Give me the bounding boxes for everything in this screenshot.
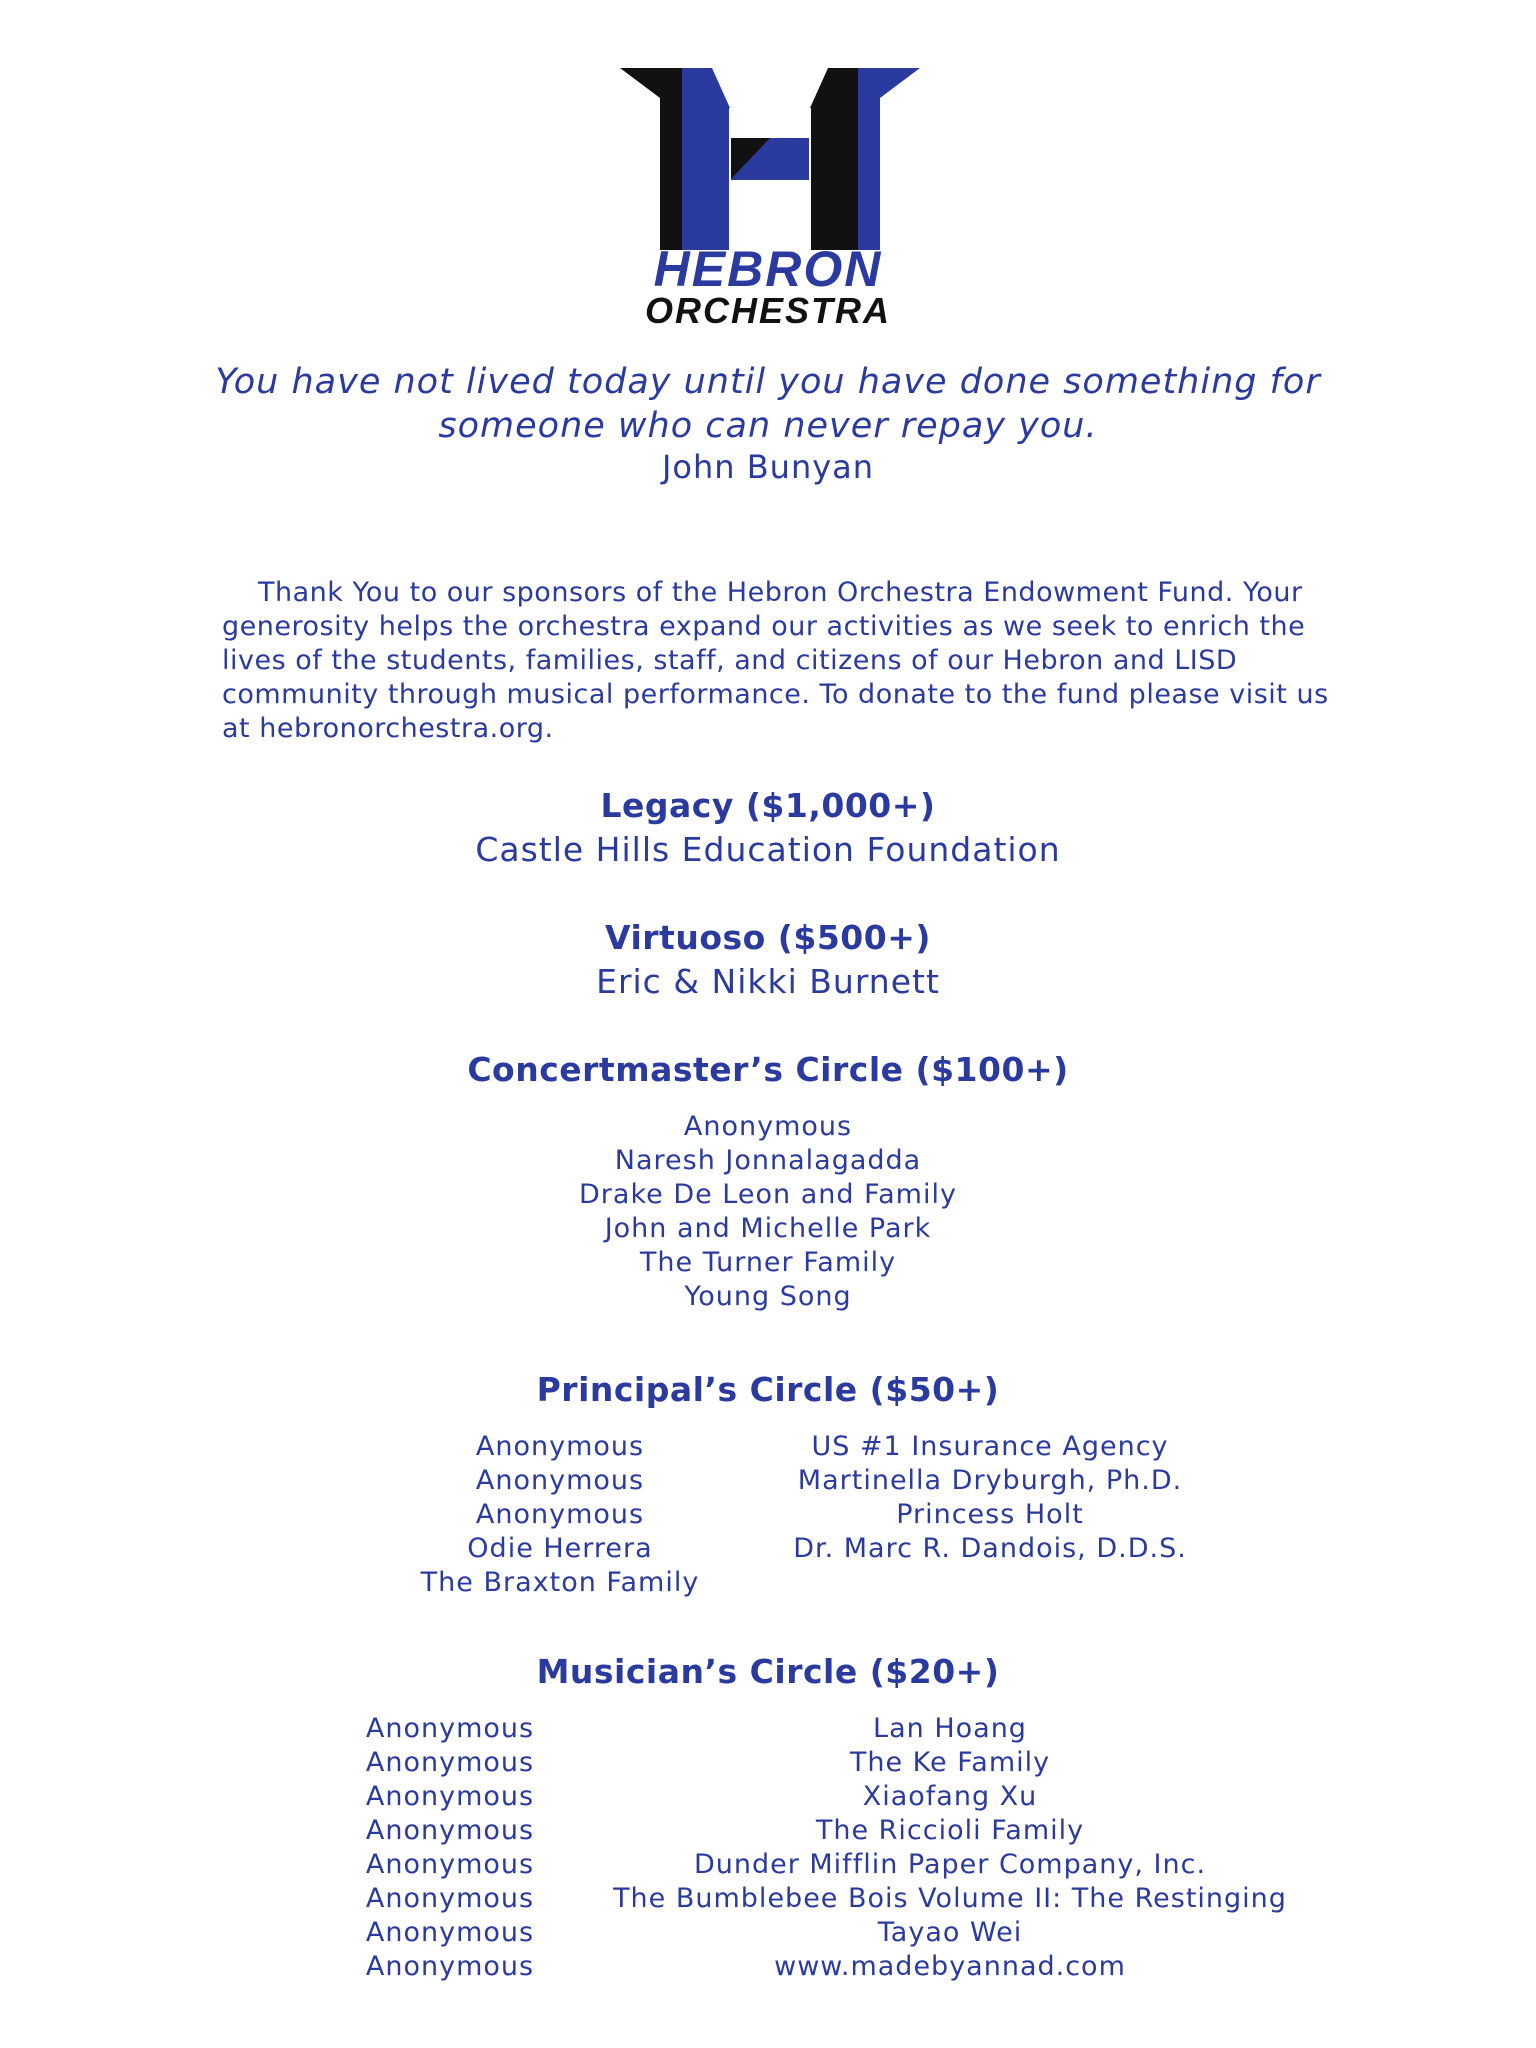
list-item: Anonymous xyxy=(365,1781,535,1812)
virtuoso-tier-title: Virtuoso ($500+) xyxy=(605,918,931,957)
quote-author: John Bunyan xyxy=(661,448,875,486)
list-item: Anonymous xyxy=(365,1951,535,1982)
list-item: Anonymous xyxy=(365,1815,535,1846)
legacy-tier-title: Legacy ($1,000+) xyxy=(600,786,936,825)
list-item: Martinella Dryburgh, Ph.D. xyxy=(797,1465,1183,1496)
list-item: Anonymous xyxy=(365,1747,535,1778)
concertmaster-sponsor-list xyxy=(0,1110,1536,1314)
intro-line: generosity helps the orchestra expand our activities as we seek to enrich the xyxy=(222,611,1306,642)
list-item: Anonymous xyxy=(475,1499,645,1530)
legacy-sponsor: Castle Hills Education Foundation xyxy=(475,830,1061,869)
quote xyxy=(0,360,1536,448)
intro-line: lives of the students, families, staff, and citizens of our Hebron and LISD xyxy=(222,645,1238,676)
list-item: John and Michelle Park xyxy=(604,1213,932,1244)
logo-subname: ORCHESTRA xyxy=(644,290,891,331)
list-item: Naresh Jonnalagadda xyxy=(614,1145,922,1176)
list-item: Drake De Leon and Family xyxy=(579,1179,957,1210)
list-item: Dunder Mifflin Paper Company, Inc. xyxy=(693,1849,1207,1880)
intro-line: Thank You to our sponsors of the Hebron Orchestra Endowment Fund. Your xyxy=(258,577,1303,608)
concertmaster-tier-title: Concertmaster’s Circle ($100+) xyxy=(467,1050,1069,1089)
list-item: The Turner Family xyxy=(639,1247,897,1278)
list-item: Anonymous xyxy=(365,1713,535,1744)
principal-tier-title: Principal’s Circle ($50+) xyxy=(536,1370,1000,1409)
musician-right-list xyxy=(600,1712,1300,1984)
list-item: Anonymous xyxy=(683,1111,853,1142)
list-item: Anonymous xyxy=(365,1917,535,1948)
list-item: Xiaofang Xu xyxy=(862,1781,1038,1812)
list-item: US #1 Insurance Agency xyxy=(811,1431,1169,1462)
list-item: Anonymous xyxy=(365,1849,535,1880)
list-item: Anonymous xyxy=(365,1883,535,1914)
principal-right-list xyxy=(780,1430,1200,1566)
virtuoso-sponsor: Eric & Nikki Burnett xyxy=(596,962,940,1001)
list-item: Dr. Marc R. Dandois, D.D.S. xyxy=(793,1533,1187,1564)
hebron-h-logo-icon xyxy=(620,68,920,250)
list-item: Princess Holt xyxy=(896,1499,1084,1530)
list-item: Anonymous xyxy=(475,1465,645,1496)
quote-line: someone who can never repay you. xyxy=(438,406,1098,446)
quote-line: You have not lived today until you have done something for xyxy=(215,362,1321,402)
intro-line: community through musical performance. To donate to the fund please visit us xyxy=(222,679,1329,710)
list-item: www.madebyannad.com xyxy=(774,1951,1126,1982)
principal-left-list xyxy=(400,1430,720,1600)
musician-tier-title: Musician’s Circle ($20+) xyxy=(536,1652,1000,1691)
logo-name: HEBRON xyxy=(653,241,883,297)
list-item: The Braxton Family xyxy=(420,1567,700,1598)
list-item: The Ke Family xyxy=(849,1747,1051,1778)
list-item: Tayao Wei xyxy=(877,1917,1023,1948)
intro-paragraph xyxy=(222,576,1329,746)
list-item: Anonymous xyxy=(475,1431,645,1462)
list-item: The Riccioli Family xyxy=(815,1815,1085,1846)
list-item: The Bumblebee Bois Volume II: The Restinging xyxy=(613,1883,1287,1914)
list-item: Lan Hoang xyxy=(873,1713,1027,1744)
list-item: Young Song xyxy=(684,1281,852,1312)
list-item: Odie Herrera xyxy=(467,1533,653,1564)
musician-left-list xyxy=(340,1712,560,1984)
intro-line: at hebronorchestra.org. xyxy=(222,713,554,744)
